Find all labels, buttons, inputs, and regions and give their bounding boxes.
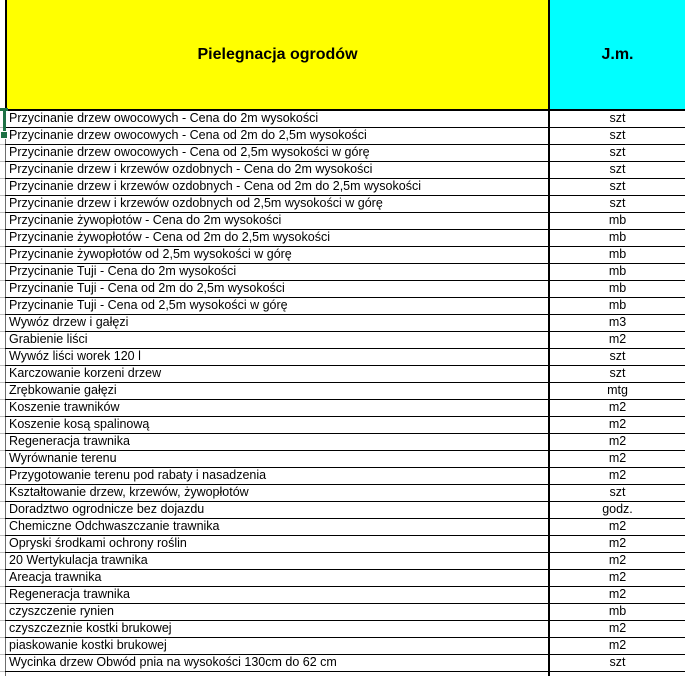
service-name-cell[interactable]: Kształtowanie drzew, krzewów, żywopłotów — [5, 485, 550, 501]
service-unit-cell[interactable]: szt — [609, 179, 626, 193]
table-row — [5, 145, 685, 162]
service-unit-cell[interactable]: m2 — [608, 434, 627, 448]
table-row — [5, 111, 685, 128]
service-unit-cell[interactable]: m2 — [608, 553, 627, 567]
service-name-cell[interactable]: Przycinanie drzew owocowych - Cena od 2,5m wysokości w górę — [5, 145, 550, 161]
service-name-cell[interactable]: Przycinanie Tuji - Cena do 2m wysokości — [5, 264, 550, 280]
table-body — [5, 111, 685, 672]
table-row — [5, 587, 685, 604]
service-unit-cell[interactable]: mb — [608, 213, 627, 227]
service-unit-cell[interactable]: m2 — [608, 587, 627, 601]
service-unit-cell[interactable]: szt — [609, 111, 626, 125]
service-unit-cell[interactable]: m2 — [608, 638, 627, 652]
table-row — [5, 366, 685, 383]
service-unit-cell[interactable]: szt — [609, 366, 626, 380]
service-name-cell[interactable]: czyszczeznie kostki brukowej — [5, 621, 550, 637]
table-row — [5, 247, 685, 264]
service-name-cell[interactable]: Doradztwo ogrodnicze bez dojazdu — [5, 502, 550, 518]
service-unit-cell[interactable]: szt — [609, 162, 626, 176]
service-name-cell[interactable]: Przycinanie żywopłotów - Cena od 2m do 2,5m wysokości — [5, 230, 550, 246]
service-name-cell[interactable]: Opryski środkami ochrony roślin — [5, 536, 550, 552]
service-name-cell[interactable]: Przycinanie drzew owocowych - Cena do 2m wysokości — [5, 111, 550, 127]
service-unit-cell[interactable]: m3 — [608, 315, 627, 329]
table-title: Pielegnacja ogrodów — [197, 45, 358, 63]
header-row — [5, 0, 685, 111]
service-name-cell[interactable]: piaskowanie kostki brukowej — [5, 638, 550, 654]
table-row — [5, 536, 685, 553]
service-unit-cell[interactable]: mb — [608, 604, 627, 618]
table-row — [5, 230, 685, 247]
service-unit-cell[interactable]: mb — [608, 230, 627, 244]
service-unit-cell[interactable]: mtg — [607, 383, 628, 397]
table-row — [5, 264, 685, 281]
service-name-cell[interactable]: Koszenie trawników — [5, 400, 550, 416]
service-unit-cell[interactable]: m2 — [608, 400, 627, 414]
table-row — [5, 383, 685, 400]
service-unit-cell[interactable]: szt — [609, 349, 626, 363]
unit-column-label: J.m. — [601, 45, 634, 63]
table-row — [5, 502, 685, 519]
table-row — [5, 621, 685, 638]
partial-name-cell — [5, 672, 550, 676]
service-unit-cell[interactable]: m2 — [608, 451, 627, 465]
unit-header-cell[interactable] — [550, 0, 685, 109]
table-row — [5, 315, 685, 332]
service-name-cell[interactable]: Przycinanie Tuji - Cena od 2m do 2,5m wysokości — [5, 281, 550, 297]
service-unit-cell[interactable]: m2 — [608, 519, 627, 533]
table-row — [5, 519, 685, 536]
service-name-cell[interactable]: Regeneracja trawnika — [5, 434, 550, 450]
service-name-cell[interactable]: Przygotowanie terenu pod rabaty i nasadzenia — [5, 468, 550, 484]
service-name-cell[interactable]: Przycinanie drzew i krzewów ozdobnych od 2,5m wysokości w górę — [5, 196, 550, 212]
services-table — [5, 0, 685, 676]
table-row — [5, 298, 685, 315]
partial-unit-cell — [550, 672, 685, 676]
service-name-cell[interactable]: Grabienie liści — [5, 332, 550, 348]
service-unit-cell[interactable]: m2 — [608, 417, 627, 431]
table-row — [5, 655, 685, 672]
table-row — [5, 196, 685, 213]
service-unit-cell[interactable]: mb — [608, 264, 627, 278]
service-name-cell[interactable]: Koszenie kosą spalinową — [5, 417, 550, 433]
service-name-cell[interactable]: Zrębkowanie gałęzi — [5, 383, 550, 399]
service-name-cell[interactable]: Przycinanie drzew i krzewów ozdobnych - Cena do 2m wysokości — [5, 162, 550, 178]
title-header-cell[interactable] — [5, 0, 550, 109]
service-unit-cell[interactable]: m2 — [608, 621, 627, 635]
service-name-cell[interactable]: Wywóz liści worek 120 l — [5, 349, 550, 365]
service-unit-cell[interactable]: mb — [608, 247, 627, 261]
service-name-cell[interactable]: Chemiczne Odchwaszczanie trawnika — [5, 519, 550, 535]
table-row — [5, 604, 685, 621]
table-row — [5, 485, 685, 502]
table-row — [5, 281, 685, 298]
service-name-cell[interactable]: Areacja trawnika — [5, 570, 550, 586]
table-row — [5, 349, 685, 366]
service-name-cell[interactable]: Przycinanie żywopłotów od 2,5m wysokości w górę — [5, 247, 550, 263]
service-unit-cell[interactable]: szt — [609, 128, 626, 142]
partial-next-row — [5, 672, 685, 676]
service-unit-cell[interactable]: szt — [609, 196, 626, 210]
service-unit-cell[interactable]: m2 — [608, 536, 627, 550]
service-unit-cell[interactable]: m2 — [608, 570, 627, 584]
table-row — [5, 468, 685, 485]
service-name-cell[interactable]: Regeneracja trawnika — [5, 587, 550, 603]
service-unit-cell[interactable]: mb — [608, 281, 627, 295]
table-row — [5, 451, 685, 468]
selection-border — [3, 111, 6, 132]
service-unit-cell[interactable]: mb — [608, 298, 627, 312]
service-name-cell[interactable]: Wycinka drzew Obwód pnia na wysokości 130cm do 62 cm — [5, 655, 550, 671]
fill-handle-icon[interactable] — [0, 131, 8, 139]
service-name-cell[interactable]: Przycinanie drzew i krzewów ozdobnych - Cena od 2m do 2,5m wysokości — [5, 179, 550, 195]
service-name-cell[interactable]: Przycinanie drzew owocowych - Cena od 2m do 2,5m wysokości — [5, 128, 550, 144]
table-row — [5, 332, 685, 349]
service-name-cell[interactable]: Przycinanie żywopłotów - Cena do 2m wysokości — [5, 213, 550, 229]
table-row — [5, 553, 685, 570]
service-unit-cell[interactable]: m2 — [608, 468, 627, 482]
service-unit-cell[interactable]: m2 — [608, 332, 627, 346]
service-name-cell[interactable]: Przycinanie Tuji - Cena od 2,5m wysokości w górę — [5, 298, 550, 314]
table-row — [5, 162, 685, 179]
service-name-cell[interactable]: Wywóz drzew i gałęzi — [5, 315, 550, 331]
service-name-cell[interactable]: 20 Wertykulacja trawnika — [5, 553, 550, 569]
service-name-cell[interactable]: Karczowanie korzeni drzew — [5, 366, 550, 382]
service-unit-cell[interactable]: szt — [609, 485, 626, 499]
table-row — [5, 417, 685, 434]
service-name-cell[interactable]: Wyrównanie terenu — [5, 451, 550, 467]
table-row — [5, 179, 685, 196]
table-row — [5, 570, 685, 587]
table-row — [5, 128, 685, 145]
service-name-cell[interactable]: czyszczenie rynien — [5, 604, 550, 620]
table-row — [5, 638, 685, 655]
table-row — [5, 213, 685, 230]
service-unit-cell[interactable]: szt — [609, 145, 626, 159]
service-unit-cell[interactable]: godz. — [602, 502, 633, 516]
table-row — [5, 400, 685, 417]
table-row — [5, 434, 685, 451]
service-unit-cell[interactable]: szt — [609, 655, 626, 669]
